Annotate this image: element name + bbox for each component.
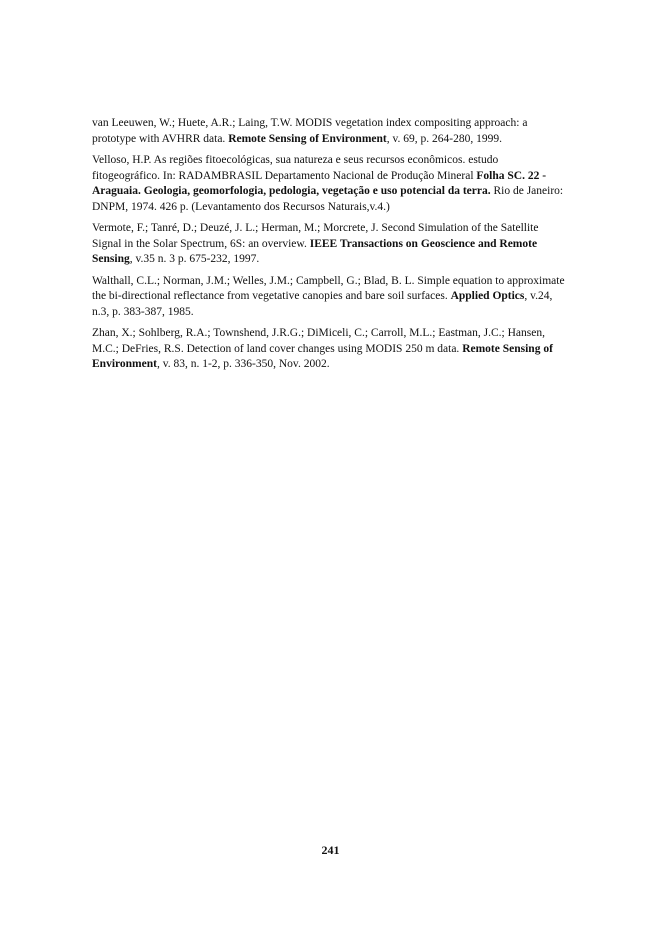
reference-text: Zhan, X.; Sohlberg, R.A.; Townshend, J.R.G.; DiMiceli, C.; Carroll, M.L.; Eastman, J.C.; Hansen, M.C.; DeFries, R.S. Detection of land cover changes using MODIS 250 m data. xyxy=(92,327,545,355)
reference-details: , v. 69, p. 264-280, 1999. xyxy=(386,132,502,145)
reference-journal: Remote Sensing of Environment xyxy=(228,132,387,145)
reference-vermote xyxy=(92,221,568,268)
reference-journal: Applied Optics xyxy=(450,290,525,302)
reference-text: van Leeuwen, W.; Huete, A.R.; Laing, T.W. MODIS vegetation index compositing approach: a prototype with AVHRR data. xyxy=(92,117,528,145)
reference-title: Folha SC. 22 - Araguaia. Geologia, geomorfologia, pedologia, vegetação e uso potencial da terra. xyxy=(92,169,547,197)
reference-details: , v.24, n.3, p. 383-387, 1985. xyxy=(92,290,553,318)
reference-van-leeuwen xyxy=(92,116,568,147)
reference-details: , v. 83, n. 1-2, p. 336-350, Nov. 2002. xyxy=(156,358,330,370)
reference-details: Rio de Janeiro: DNPM, 1974. 426 p. (Levantamento dos Recursos Naturais,v.4.) xyxy=(92,185,564,213)
reference-text: Vermote, F.; Tanré, D.; Deuzé, J. L.; Herman, M.; Morcrete, J. Second Simulation of the Satellite Signal in the Solar Spectrum, 6S: an overview. xyxy=(92,222,539,250)
reference-walthall xyxy=(92,274,568,321)
reference-details: , v.35 n. 3 p. 675-232, 1997. xyxy=(129,253,260,265)
reference-journal: IEEE Transactions on Geoscience and Remote Sensing xyxy=(92,237,538,265)
reference-zhan xyxy=(92,326,568,373)
reference-text: Velloso, H.P. As regiões fitoecológicas, sua natureza e seus recursos econômicos. estudo fitogeográfico. In: RADAMBRASIL Departamento Nacional de Produção Mineral xyxy=(92,154,499,182)
page-number: 241 xyxy=(321,843,340,857)
reference-journal: Remote Sensing of Environment xyxy=(92,342,553,370)
reference-list xyxy=(92,116,568,379)
reference-text: Walthall, C.L.; Norman, J.M.; Welles, J.M.; Campbell, G.; Blad, B. L. Simple equation to approximate the bi-directional reflectance from vegetative canopies and bare soil surfaces. xyxy=(92,274,565,302)
reference-velloso xyxy=(92,153,568,215)
